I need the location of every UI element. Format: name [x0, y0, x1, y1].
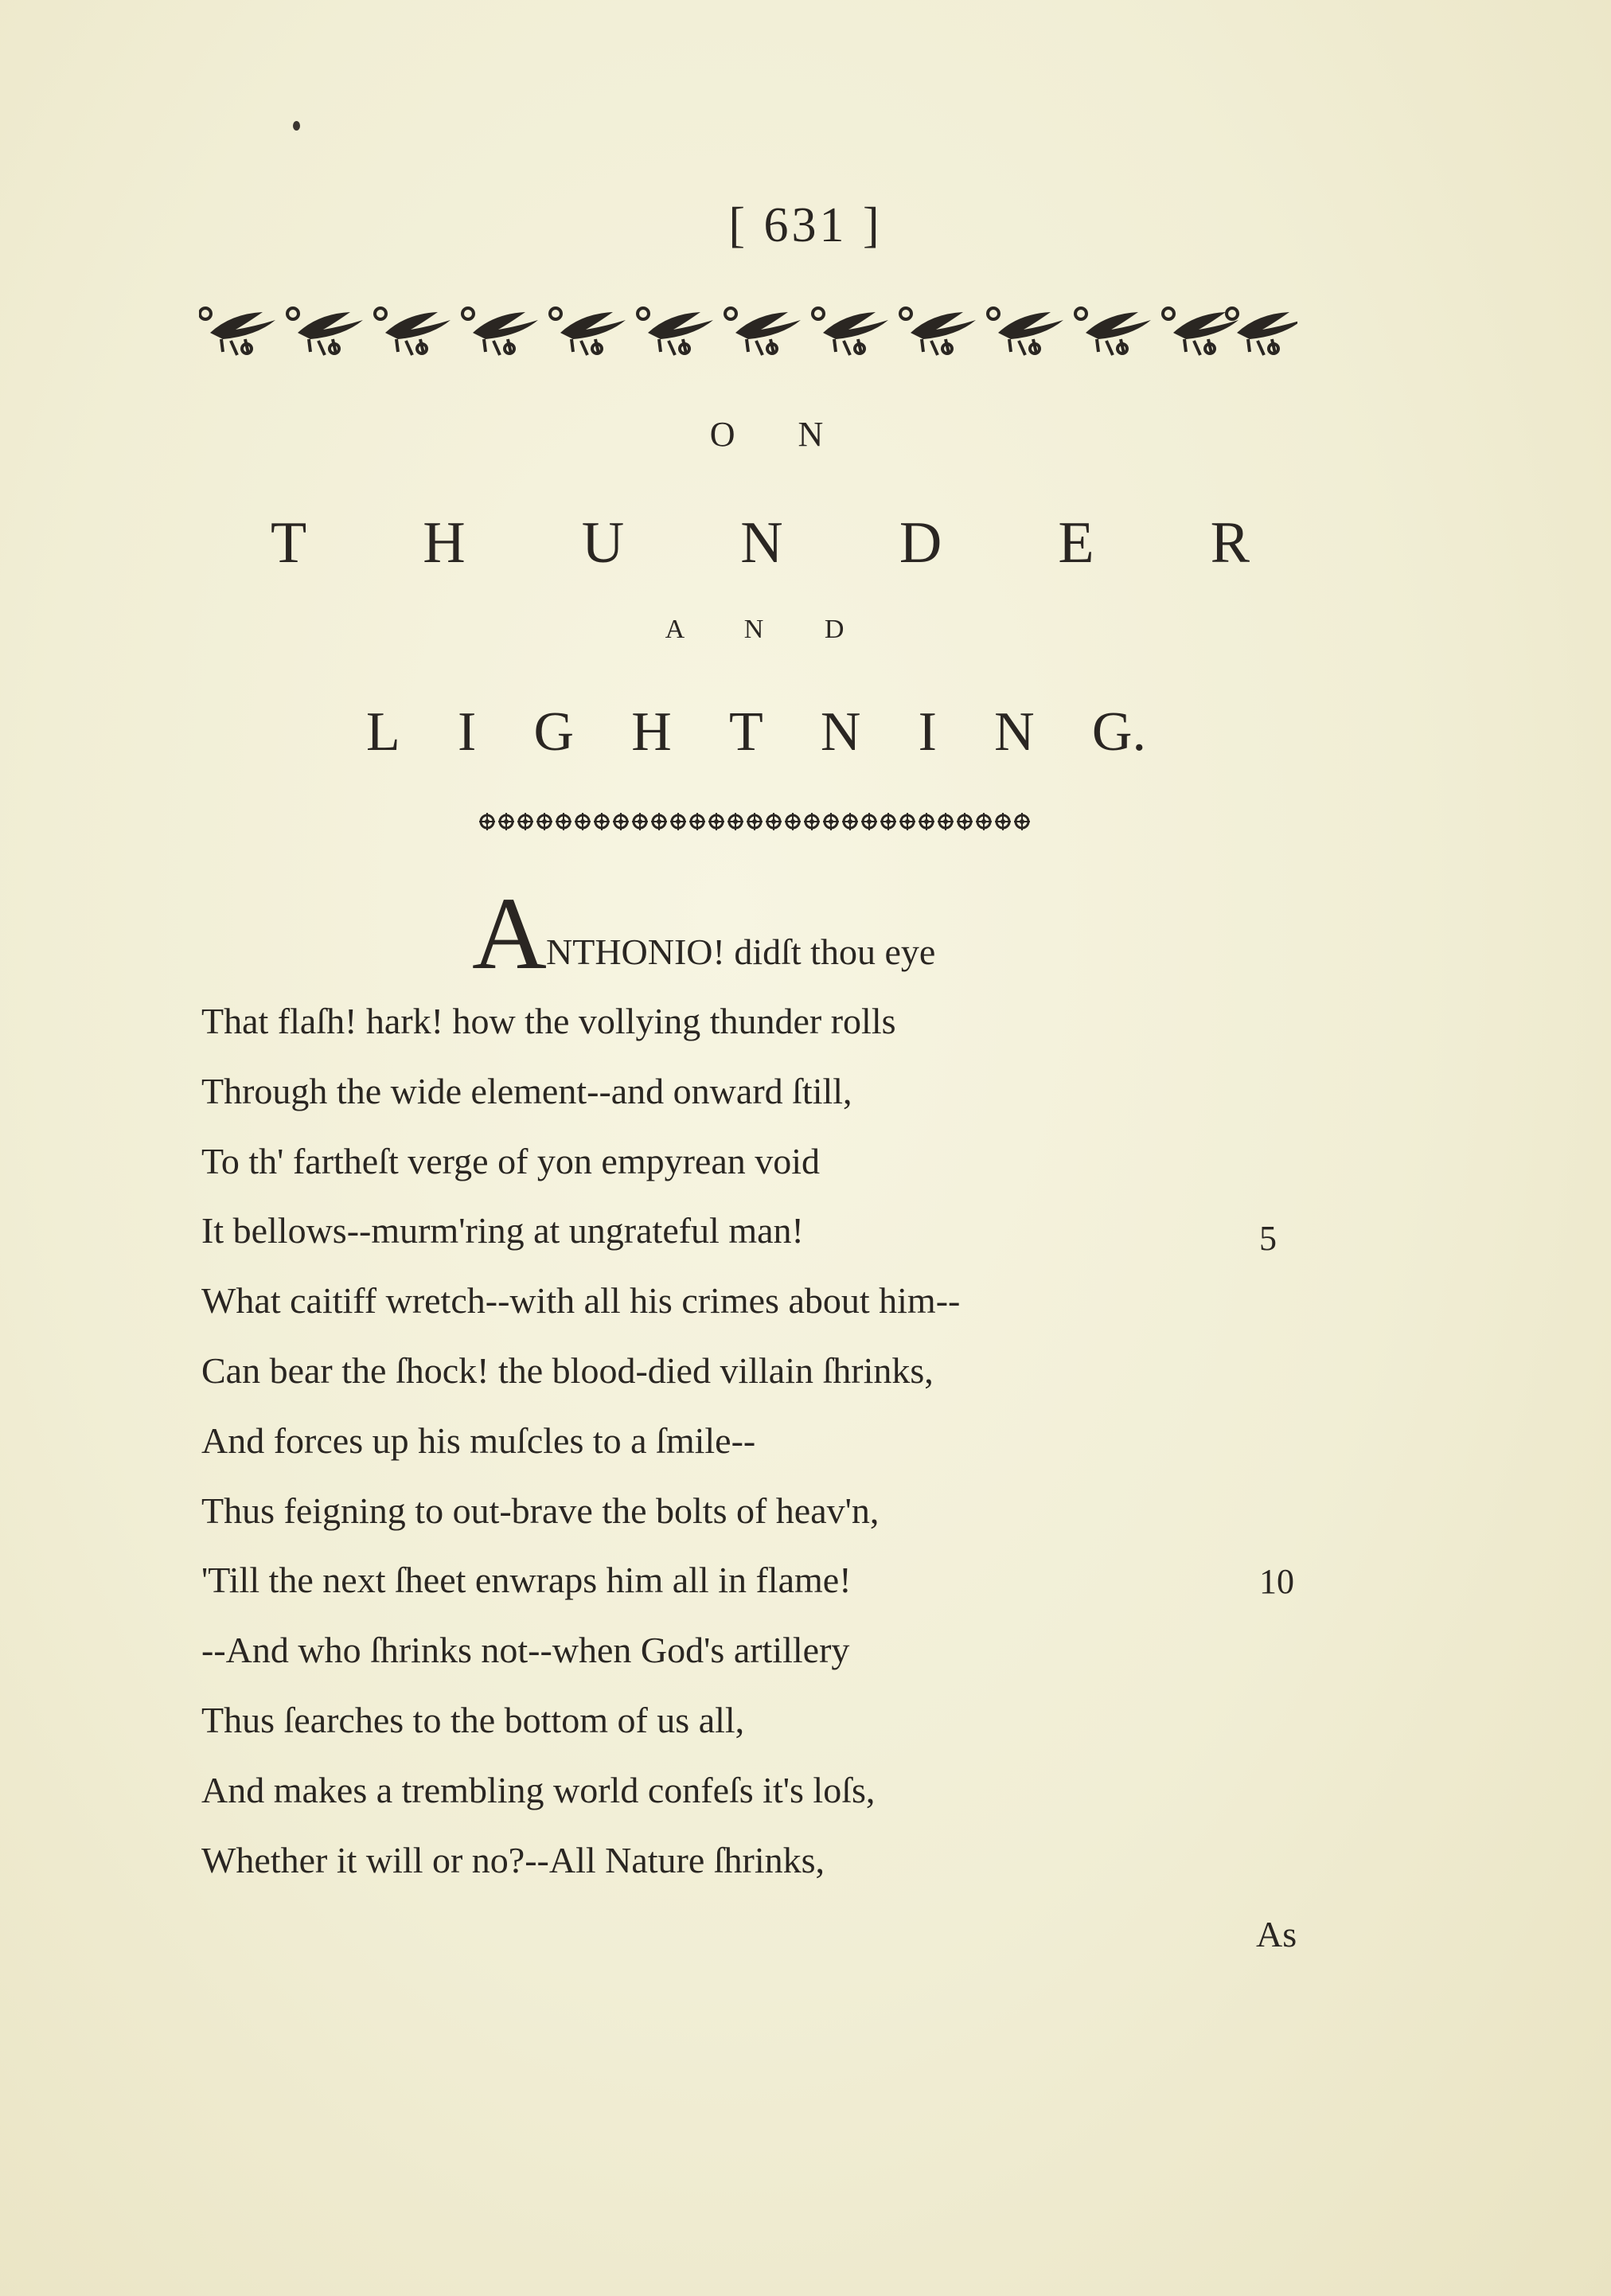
- title-letter: N: [820, 701, 861, 763]
- floral-ornament-band: [478, 808, 1035, 835]
- drop-cap: A: [472, 877, 547, 991]
- poem-line: Can bear the ſhock! the blood-died villain ſhrinks,: [201, 1350, 934, 1391]
- title-letter: U: [581, 510, 625, 576]
- poem-line: Whether it will or no?--All Nature ſhrinks,: [201, 1840, 825, 1880]
- title-on: O N: [709, 415, 851, 454]
- title-letter: L: [366, 701, 400, 763]
- title-sub: [366, 701, 1146, 764]
- title-letter: N: [994, 701, 1035, 763]
- poem-line: And makes a trembling world confeſs it's loſs,: [201, 1770, 876, 1810]
- catchword: As: [1256, 1914, 1297, 1954]
- ink-speck: [293, 121, 300, 131]
- poem-line: Thus feigning to out-brave the bolts of heav'n,: [201, 1490, 880, 1531]
- title-letter: T: [271, 510, 307, 576]
- title-main: [271, 510, 1250, 577]
- title-letter: R: [1210, 510, 1250, 576]
- poem-line: It bellows--murm'ring at ungrateful man!: [201, 1210, 804, 1251]
- title-letter: G.: [1091, 701, 1146, 763]
- title-letter: T: [728, 701, 763, 763]
- poem-line: And forces up his muſcles to a ſmile--: [201, 1420, 756, 1461]
- title-and: A N D: [665, 615, 872, 644]
- title-letter: E: [1058, 510, 1094, 576]
- line-number: 5: [1259, 1219, 1277, 1258]
- line-number: 10: [1259, 1562, 1294, 1601]
- leaf-ornament-band: [199, 303, 1297, 358]
- poem-first-line: NTHONIO! didſt thou eye: [546, 931, 936, 972]
- poem-line: Thus ſearches to the bottom of us all,: [201, 1700, 745, 1740]
- poem-line: That flaſh! hark! how the vollying thunder rolls: [201, 1001, 896, 1041]
- poem-line: 'Till the next ſheet enwraps him all in flame!: [201, 1560, 852, 1600]
- title-letter: N: [740, 510, 783, 576]
- title-letter: I: [918, 701, 937, 763]
- poem-line: What caitiff wretch--with all his crimes about him--: [201, 1280, 961, 1321]
- title-letter: H: [423, 510, 466, 576]
- title-letter: H: [631, 701, 672, 763]
- poem-line: To th' fartheſt verge of yon empyrean void: [201, 1141, 821, 1181]
- poem-line: --And who ſhrinks not--when God's artillery: [201, 1630, 850, 1670]
- poem-line: Through the wide element--and onward ſtill,: [201, 1071, 852, 1111]
- page-number: [ 631 ]: [728, 198, 883, 252]
- title-letter: G: [533, 701, 575, 763]
- title-letter: I: [457, 701, 477, 763]
- title-letter: D: [899, 510, 942, 576]
